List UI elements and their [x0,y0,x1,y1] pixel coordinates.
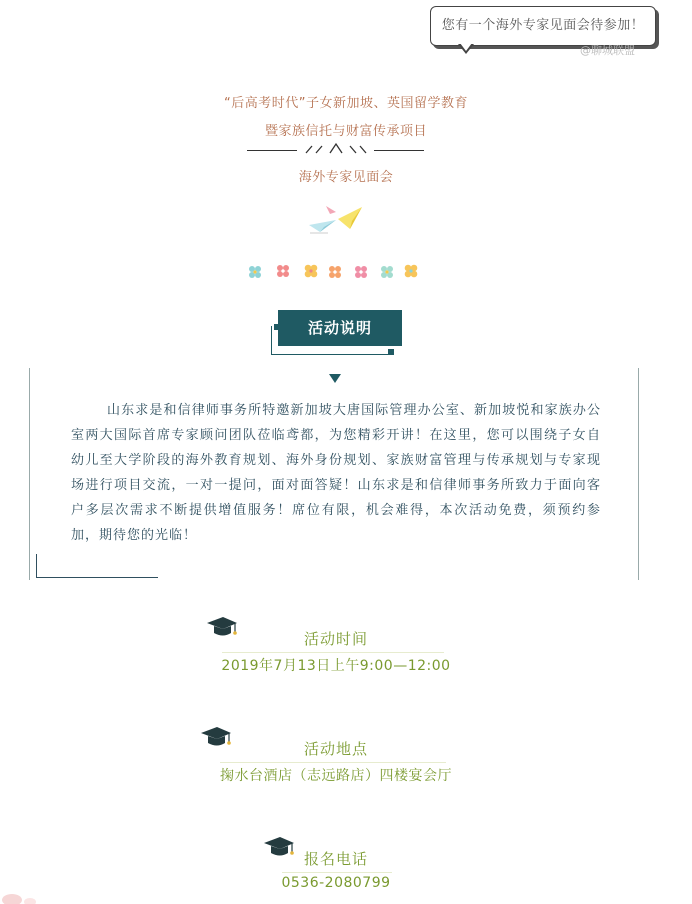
header-line-1: “后高考时代”子女新加坡、英国留学教育 [224,96,468,111]
info-divider [222,652,444,653]
graduation-cap-icon [199,724,235,754]
info-value-phone: 0536-2080799 [281,875,391,891]
header-line-2: 暨家族信托与财富传承项目 [264,124,427,139]
notice-text: 您有一个海外专家见面会待参加！ [441,18,645,33]
info-label-time: 活动时间 [303,630,368,648]
section-corner-square [388,349,394,355]
event-description: 山东求是和信律师事务所特邀新加坡大唐国际管理办公室、新加坡悦和家族办公室两大国际首席专家顾问团队莅临鸢都，为您精彩开讲！在这里，您可以围绕子女自幼儿至大学阶段的海外教育规划、海外身份规划、家族财富管理与传承规划与专家现场进行项目交流，一对一提问，面对面答疑！山东求是和信律师事务所致力于面向客户多层次需求不断提供增值服务！席位有限，机会难得，本次活动免费，须预约参加，期待您的光临！ [71,403,601,543]
watermark: @聊城联盟 [580,44,635,57]
info-label-location: 活动地点 [303,740,368,758]
header-line-3: 海外专家见面会 [298,170,394,185]
paper-plane-icon [306,203,366,237]
zigzag-ornament-icon [300,140,390,156]
info-divider [282,872,392,873]
graduation-cap-icon [205,614,241,644]
panel-corner-horizontal [36,577,158,578]
bubble-tail-inner [460,43,472,51]
divider-right [374,150,424,151]
info-value-time: 2019年7月13日上午9:00—12:00 [221,658,451,674]
info-label-phone: 报名电话 [303,850,368,868]
petal-decoration-icon [0,886,50,904]
panel-border-left [29,368,30,580]
section-title: 活动说明 [278,310,402,346]
divider-left [247,150,297,151]
triangle-down-icon [329,374,341,383]
flower-row-icon [245,262,425,282]
notice-bubble [430,6,656,46]
info-divider [220,762,446,763]
panel-border-right [638,368,639,580]
panel-corner-vertical [36,554,37,578]
info-value-location: 掬水台酒店（志远路店）四楼宴会厅 [220,768,452,784]
